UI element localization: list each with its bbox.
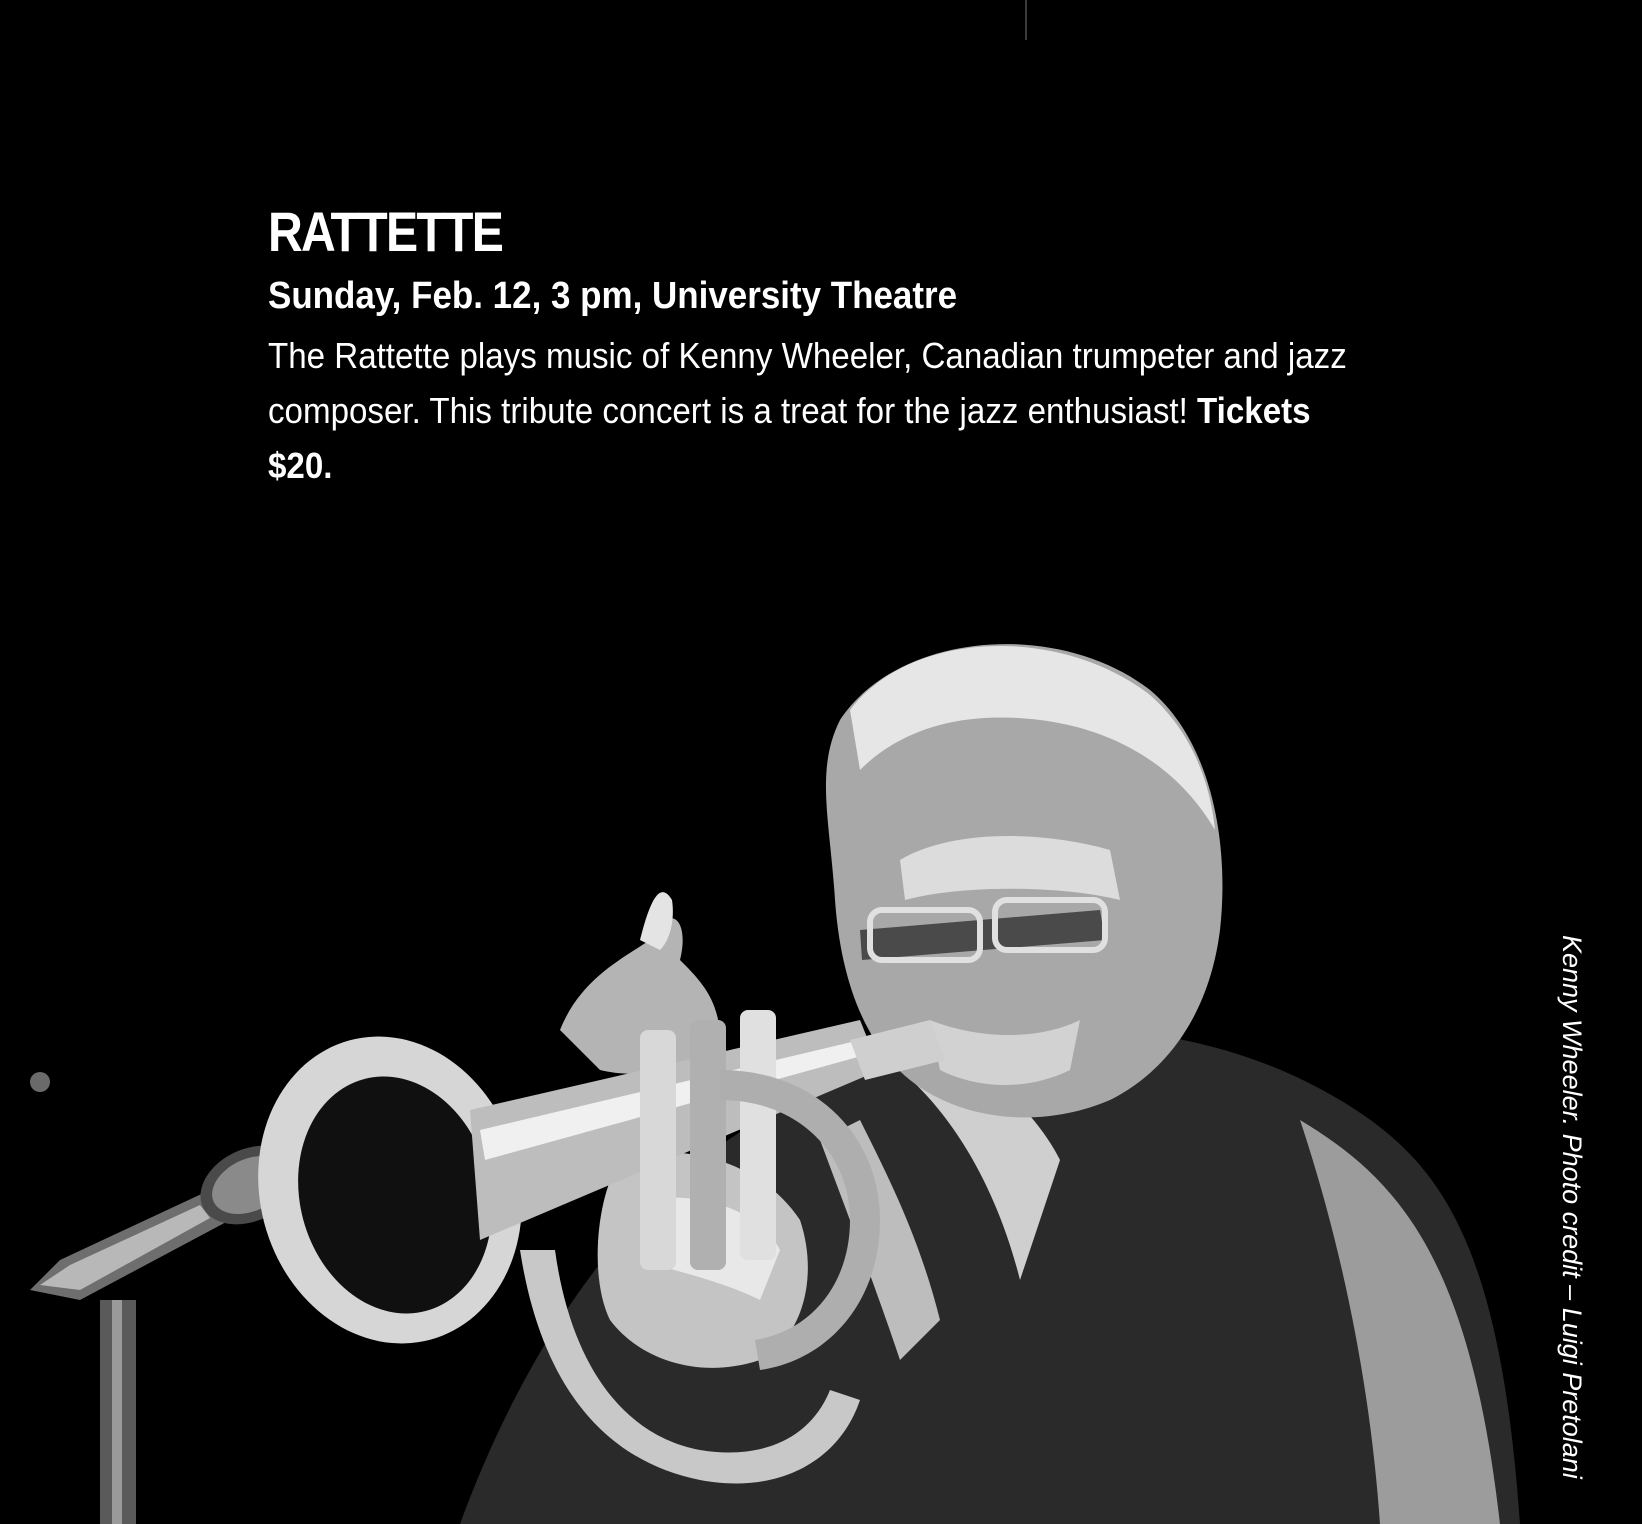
event-description: The Rattette plays music of Kenny Wheeler, Canadian trumpeter and jazz composer. This tribute concert is a treat for the jazz enthusiast! (268, 335, 1347, 431)
ticket-price: Tickets $20. (268, 390, 1311, 486)
event-title: RATTETTE (268, 200, 503, 263)
photo-credit-text: Kenny Wheeler. Photo credit – Luigi Pretolani (1557, 935, 1587, 1479)
trumpeter-photo (0, 600, 1642, 1524)
photo-credit (1550, 935, 1600, 1495)
crop-mark (1025, 0, 1027, 40)
event-description-paragraph (268, 328, 1372, 493)
event-listing (268, 200, 1418, 493)
event-date-time-venue: Sunday, Feb. 12, 3 pm, University Theatre (268, 275, 958, 317)
